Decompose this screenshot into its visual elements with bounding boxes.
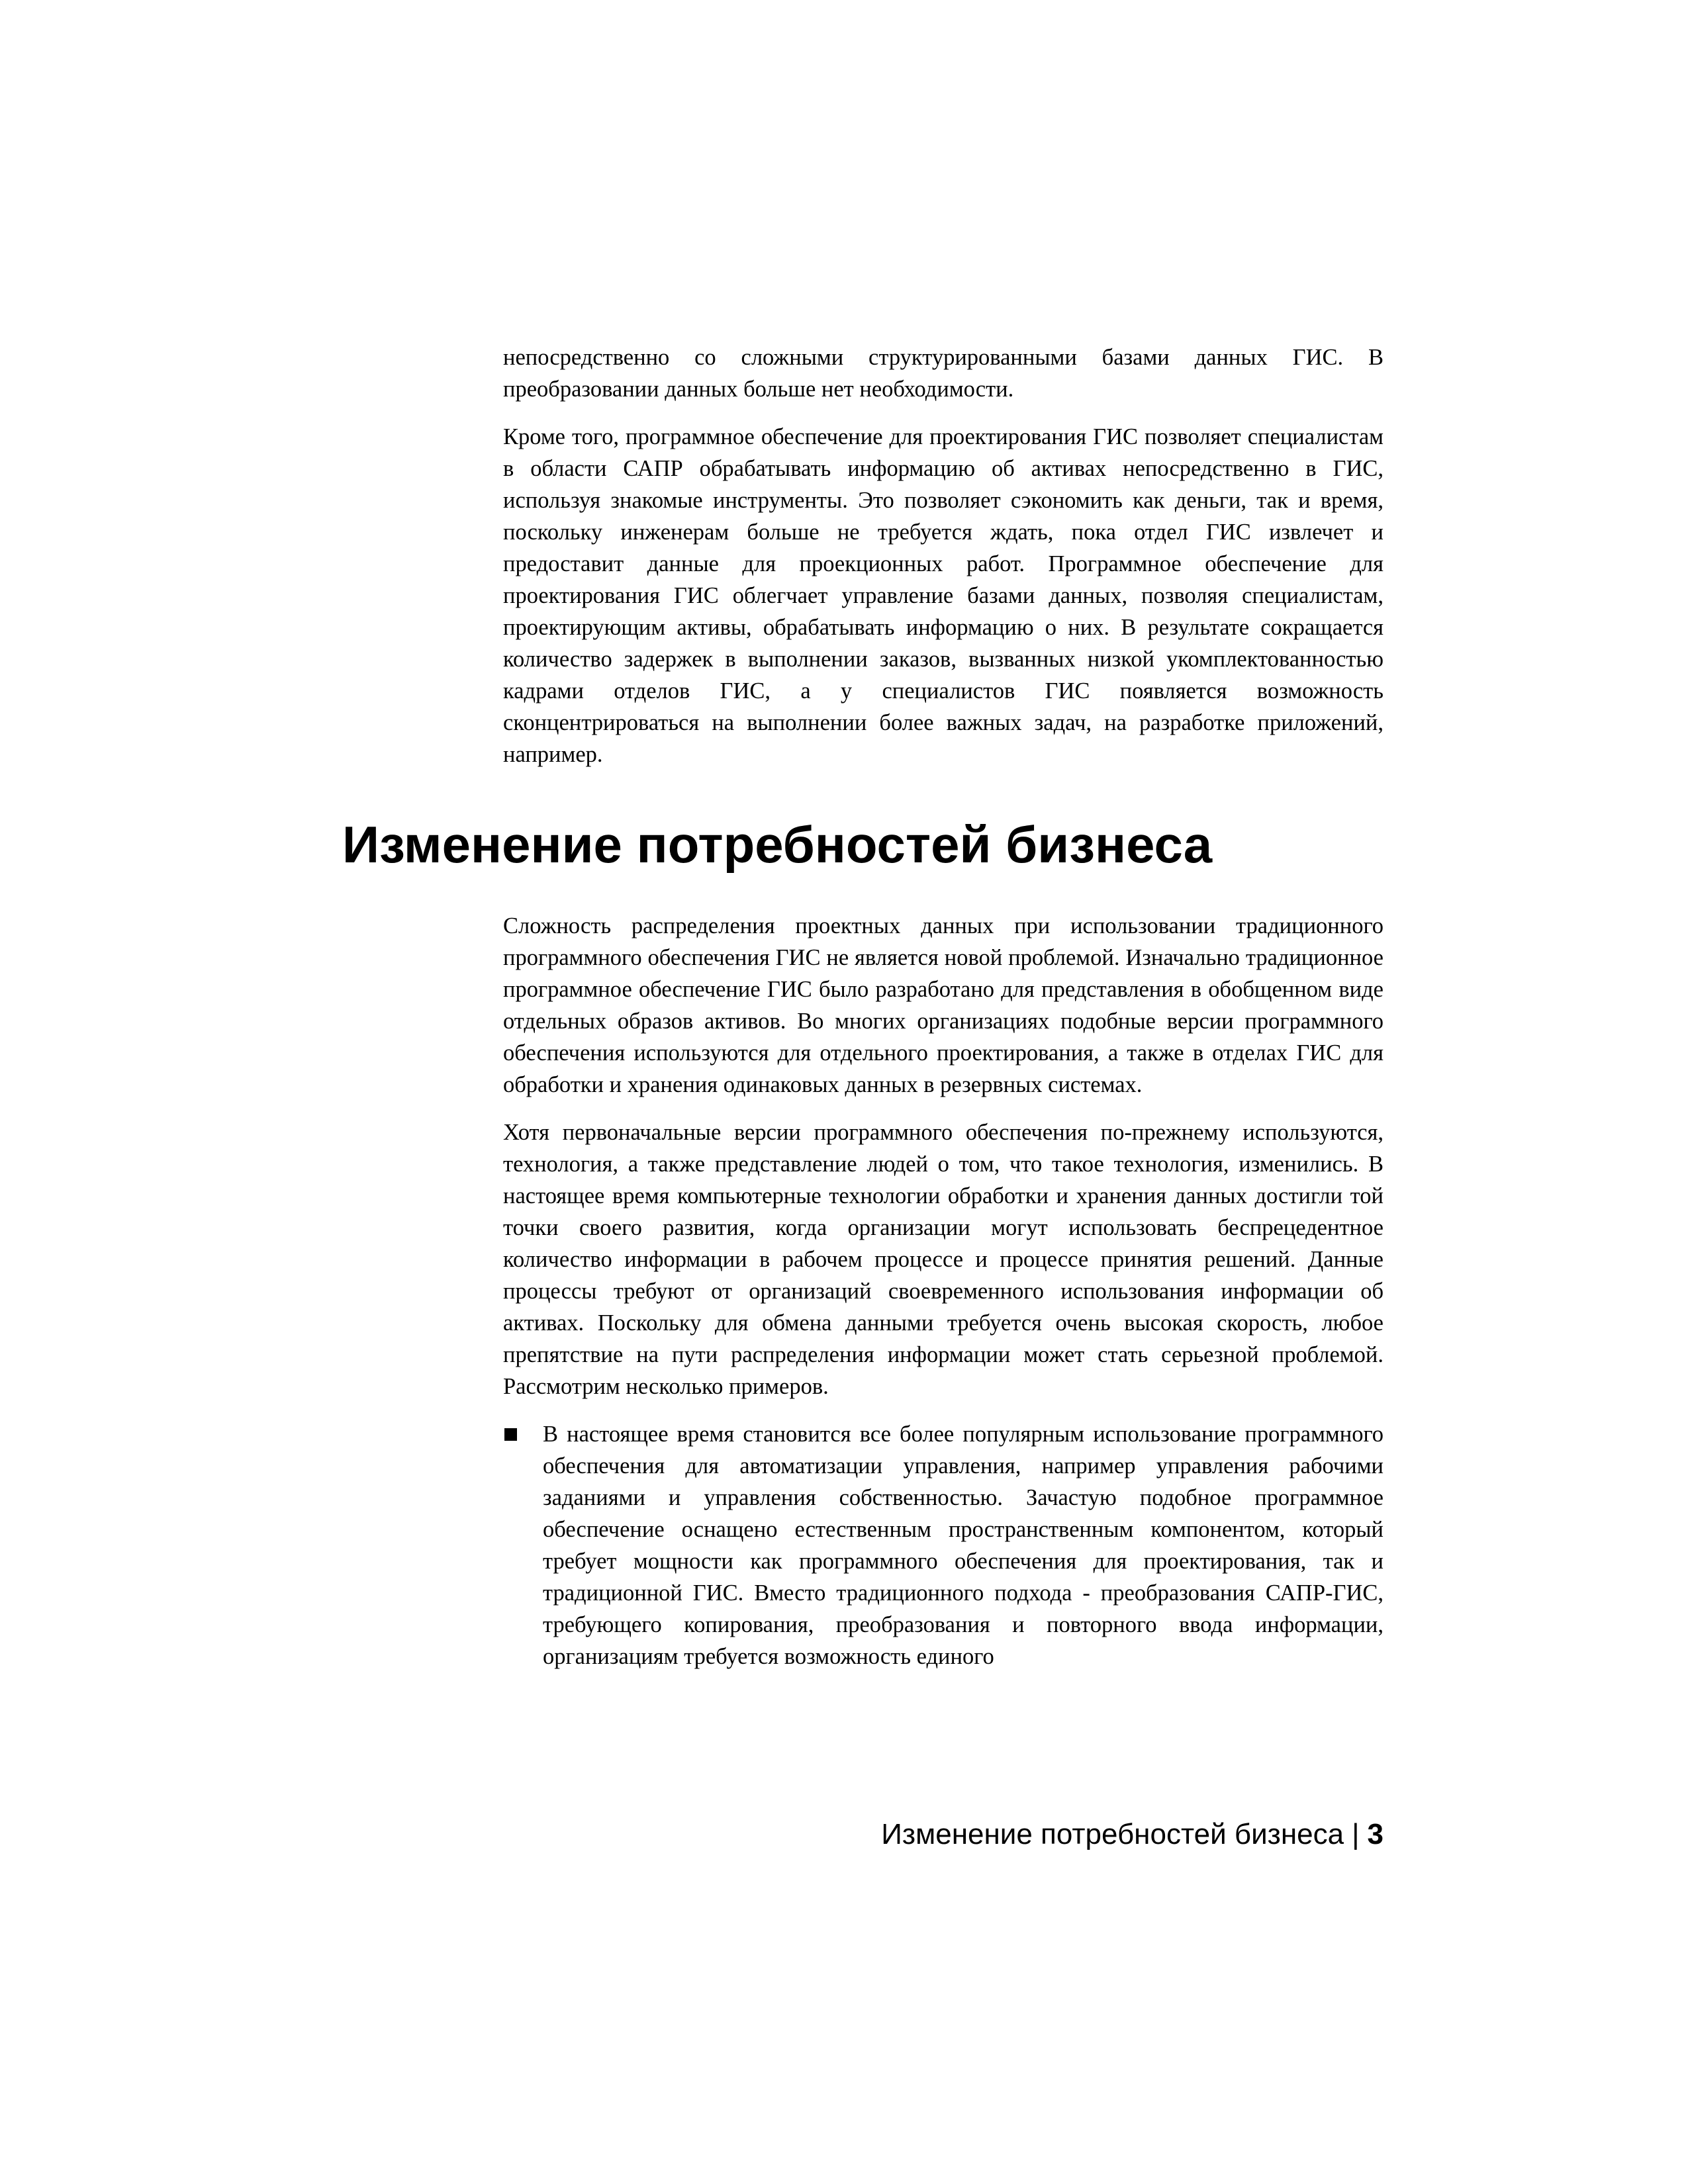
section-heading: Изменение потребностей бизнеса bbox=[342, 815, 1213, 874]
section-text-block bbox=[503, 910, 1383, 1672]
example-bullet-list bbox=[503, 1418, 1383, 1672]
paragraph-gis-design-software: Кроме того, программное обеспечение для проектирования ГИС позволяет специалистам в области САПР обрабатывать информацию об активах непосредственно в ГИС, используя знакомые инструменты. Это позволяет сэкономить как деньги, так и время, поскольку инженерам больше не требуется ждать, пока отдел ГИС извлечет и предоставит данные для проекционных работ. Программное обеспечение для проектирования ГИС облегчает управление базами данных, позволяя специалистам, проектирующим активы, обрабатывать информацию о них. В результате сокращается количество задержек в выполнении заказов, вызванных низкой укомплектованностью кадрами отделов ГИС, а у специалистов ГИС появляется возможность сконцентрироваться на выполнении более важных задач, на разработке приложений, например. bbox=[503, 424, 1383, 767]
paragraph-distribution-complexity: Сложность распределения проектных данных при использовании традиционного программного обеспечения ГИС не является новой проблемой. Изначально традиционное программное обеспечение ГИС было разработано для представления в обобщенном виде отдельных образов активов. Во многих организациях подобные версии программного обеспечения используются для отдельного проектирования, а также в отделах ГИС для обработки и хранения одинаковых данных в резервных системах. bbox=[503, 913, 1383, 1097]
intro-text-block bbox=[503, 341, 1383, 786]
list-item bbox=[503, 1418, 1383, 1672]
footer-section-title: Изменение потребностей бизнеса bbox=[881, 1818, 1344, 1850]
square-bullet-icon bbox=[504, 1428, 517, 1441]
paragraph-technology-changes: Хотя первоначальные версии программного обеспечения по-прежнему используются, технология, а также представление людей о том, что такое технология, изменились. В настоящее время компьютерные технологии обработки и хранения данных достигли той точки своего развития, когда организации могут использовать беспрецедентное количество информации в рабочем процессе и процессе принятия решений. Данные процессы требуют от организаций своевременного использования информации об активах. Поскольку для обмена данными требуется очень высокая скорость, любое препятствие на пути распределения информации может стать серьезной проблемой. Рассмотрим несколько примеров. bbox=[503, 1120, 1383, 1399]
paragraph-continuation: непосредственно со сложными структурированными базами данных ГИС. В преобразовании данных больше нет необходимости. bbox=[503, 345, 1383, 402]
page-number: 3 bbox=[1367, 1818, 1383, 1850]
bullet-text: В настоящее время становится все более популярным использование программного обеспечения для автоматизации управления, например управления рабочими заданиями и управления собственностью. Зачастую подобное программное обеспечение оснащено естественным пространственным компонентом, который требует мощности как программного обеспечения для проектирования, так и традиционной ГИС. Вместо традиционного подхода - преобразования САПР-ГИС, требующего копирования, преобразования и повторного ввода информации, организациям требуется возможность единого bbox=[543, 1422, 1383, 1669]
page-footer bbox=[881, 1816, 1383, 1853]
footer-separator: | bbox=[1352, 1818, 1360, 1850]
